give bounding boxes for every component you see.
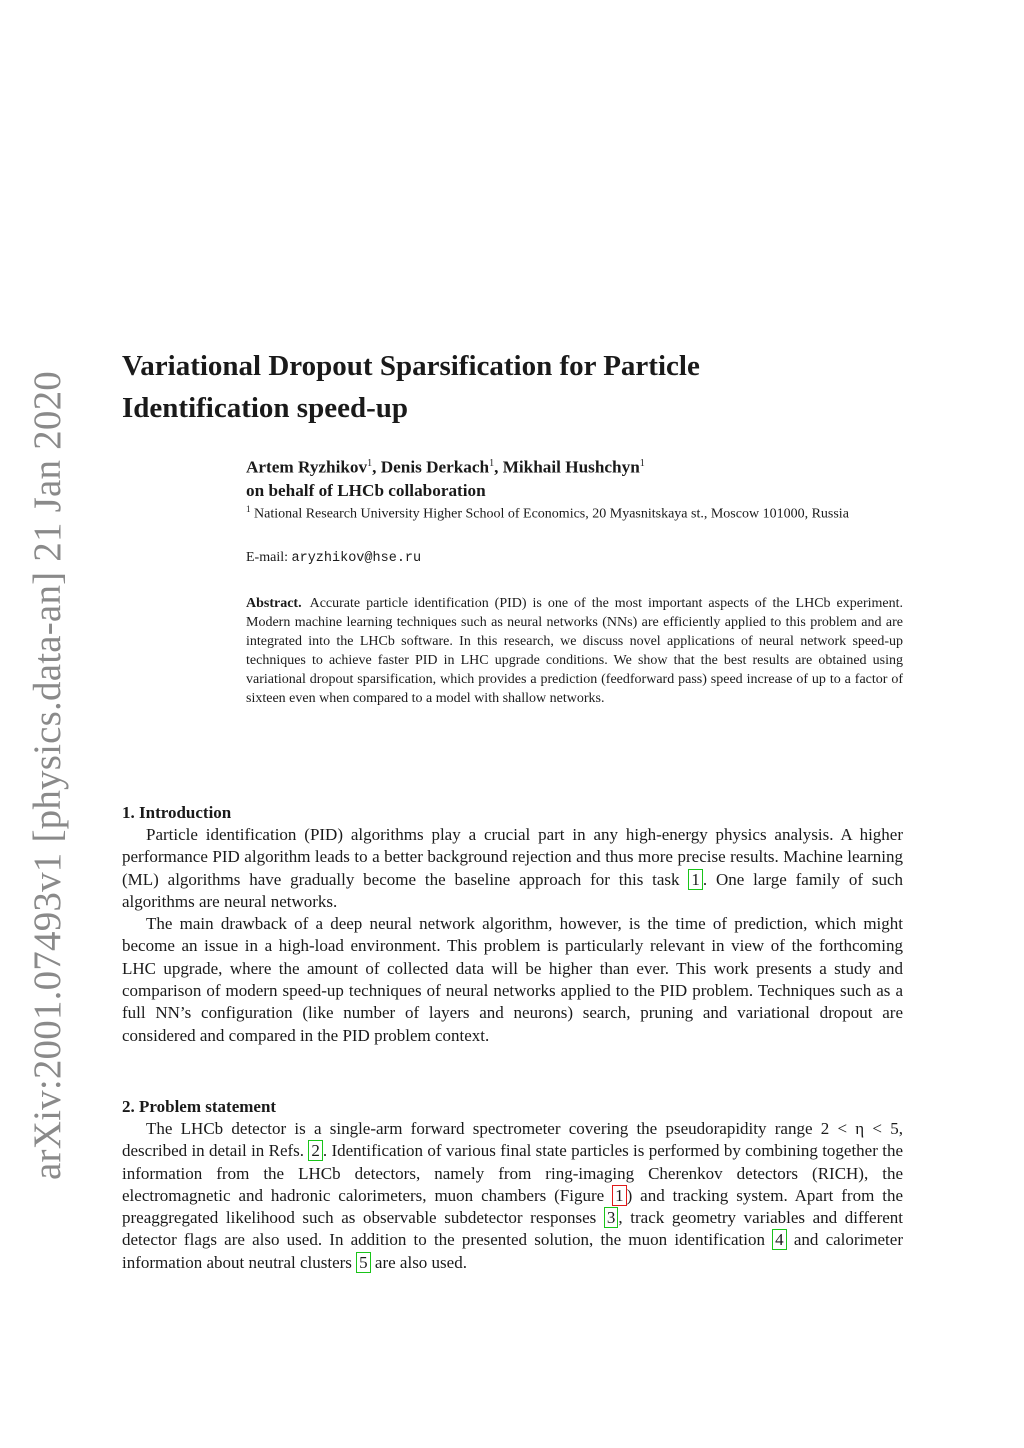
arxiv-stamp — [22, 370, 72, 1180]
title-line-2: Identification speed-up — [122, 392, 409, 424]
email-address[interactable]: aryzhikov@hse.ru — [291, 551, 422, 566]
author-affil-mark: 1 — [489, 458, 495, 469]
abstract-label: Abstract. — [246, 596, 302, 611]
citation-link[interactable]: 1 — [688, 869, 703, 890]
section-heading: 1. Introduction — [122, 803, 232, 822]
paragraph — [122, 824, 903, 913]
citation-link[interactable]: 3 — [604, 1207, 619, 1228]
section-introduction — [122, 802, 903, 1047]
section-heading: 2. Problem statement — [122, 1097, 277, 1116]
section-problem-statement — [122, 1096, 903, 1274]
author-affil-mark: 1 — [367, 458, 373, 469]
paragraph-text: . Identification of various final state particles is performed by combining together the information from the LHCb detectors, namely from ring-imaging Cherenkov detectors (RICH), the electromagnetic and hadronic calorimeters, muon chambers (Figure — [122, 1141, 903, 1205]
paragraph-text: Particle identification (PID) algorithms play a crucial part in any high-energy physics analysis. A higher performance PID algorithm leads to a better background rejection and thus more precise results. Machine learning (ML) algorithms have gradually become the baseline approach for this task — [122, 825, 903, 889]
paragraph-text: The LHCb detector is a single-arm forward spectrometer covering the pseudorapidity range 2 < η < 5, described in detail in Refs. — [122, 1119, 903, 1161]
paragraph-text: ) and tracking system. Apart from the preaggregated likelihood such as observable subdetector responses — [122, 1185, 903, 1228]
author-name: Denis Derkach — [380, 457, 490, 477]
email-label: E-mail: — [246, 550, 288, 565]
arxiv-stamp-text: arXiv:2001.07493v1 [physics.data-an] 21 Jan 2020 — [25, 370, 69, 1180]
abstract-text: Accurate particle identification (PID) is one of the most important aspects of the LHCb experiment. Modern machine learning techniques such as neural networks (NNs) are efficiently applied to this problem and are integrated into the LHCb software. In this research, we discuss novel applications of neural network speed-up techniques to achieve faster PID in LHC upgrade conditions. We show that the best results are obtained using variational dropout sparsification, which provides a prediction (feedforward pass) speed increase of up to a factor of sixteen even when compared to a model with shallow networks. — [246, 596, 903, 706]
affiliation — [246, 500, 906, 524]
citation-link[interactable]: 4 — [772, 1229, 787, 1250]
paper-title — [122, 345, 842, 429]
author-names: Artem Ryzhikov$^1$, Denis Derkach$^1$, Mikhail Hushchyn$^1$ — [246, 457, 645, 477]
author-affil-mark: 1 — [639, 458, 645, 469]
paragraph — [122, 1118, 903, 1274]
abstract — [246, 594, 903, 708]
paragraph: The main drawback of a deep neural network algorithm, however, is the time of prediction, which might become an issue in a high-load environment. This problem is particularly relevant in view of the forthcoming LHC upgrade, where the amount of collected data will be higher than ever. This work presents a study and comparison of modern speed-up techniques of neural networks applied to the PID problem. Techniques such as a full NN’s configuration (like number of layers and neurons) search, pruning and variational dropout are considered and compared in the PID problem context. — [122, 914, 903, 1045]
collaboration-line: on behalf of LHCb collaboration — [246, 480, 486, 500]
affiliation-mark: 1 — [246, 504, 251, 514]
author-name: Mikhail Hushchyn — [502, 457, 640, 477]
citation-link[interactable]: 5 — [356, 1252, 371, 1273]
paragraph-text: and calorimeter information about neutral clusters — [122, 1230, 903, 1272]
paragraph-text: are also used. — [370, 1252, 467, 1272]
paragraph-text: , track geometry variables and different detector flags are also used. In addition to the presented solution, the muon identification — [122, 1208, 903, 1250]
email-line — [246, 548, 906, 568]
author-name: Artem Ryzhikov — [246, 457, 368, 477]
author-block — [246, 452, 906, 502]
title-line-1: Variational Dropout Sparsification for Particle — [122, 350, 700, 382]
figure-link[interactable]: 1 — [612, 1185, 627, 1206]
paragraph-text: . One large family of such algorithms are neural networks. — [122, 869, 903, 911]
citation-link[interactable]: 2 — [308, 1140, 323, 1161]
affiliation-text: National Research University Higher School of Economics, 20 Myasnitskaya st., Moscow 101000, Russia — [254, 506, 849, 522]
